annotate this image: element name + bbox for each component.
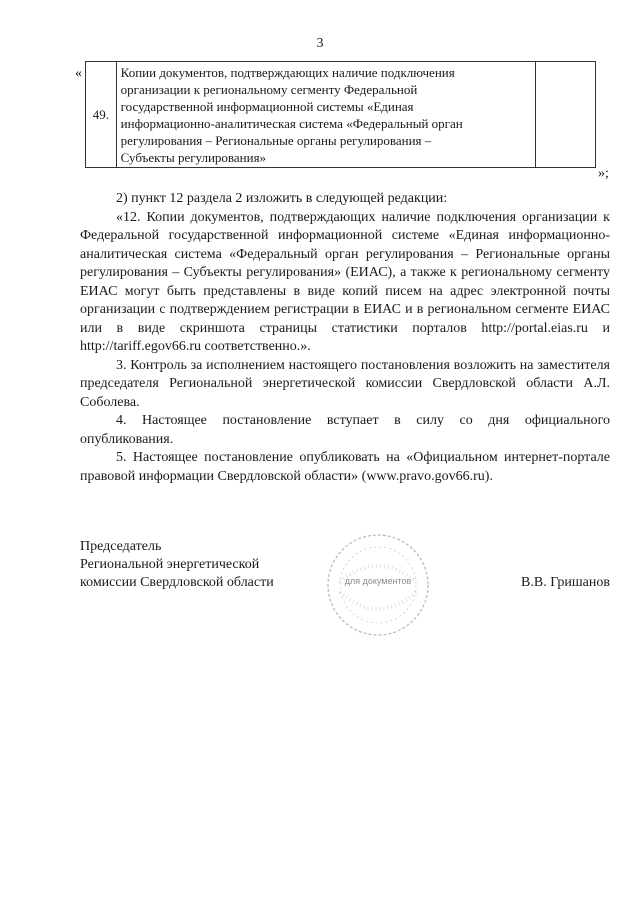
page-number: 3 [316,36,324,51]
row-text-line: государственной информационной системы «Единая [120,99,414,114]
row-text [116,62,536,168]
signer-title-line: комиссии Свердловской области [80,575,274,590]
paragraph-point-5: 5. Настоящее постановление опубликовать на «Официальном интернет-портале правовой информации Свердловской области» (www.pravo.gov66.ru). [80,450,610,484]
paragraph-point-3: 3. Контроль за исполнением настоящего постановления возложить на заместителя председателя Региональной энергетической комиссии Свердловской области А.Л. Соболева. [80,357,610,410]
row-text-line: Субъекты регулирования» [120,150,267,165]
row-number: 49. [86,62,117,168]
document-body [80,190,610,486]
paragraph-point-12: «12. Копии документов, подтверждающих наличие подключения организации к Федеральной государственной информационной системе «Единая информационно-аналитическая система «Федеральный орган регулирования – Региональные органы регулирования – Субъекты регулирования» (ЕИАС), а также к региональному сегменту ЕИАС могут быть представлены в виде копий писем на адрес электронной почты организации с подтверждением регистрации в ЕИАС и в региональном сегменте ЕИАС или в виде скриншота страницы статистики порталов http://portal.eias.ru и http://tariff.egov66.ru соответственно.». [80,209,610,354]
row-empty-cell [536,62,596,168]
paragraph-item-2: 2) пункт 12 раздела 2 изложить в следующей редакции: [116,191,448,206]
table-close-quote: »; [598,166,609,181]
table-open-quote: « [75,66,82,81]
row-text-line: регулирования – Региональные органы регулирования – [120,133,432,148]
row-text-line: Копии документов, подтверждающих наличие подключения [120,65,455,80]
signer-name: В.В. Гришанов [521,575,610,590]
row-text-line: организации к региональному сегменту Федеральной [120,82,418,97]
stamp-text: для документов [344,576,412,586]
signer-title-line: Региональной энергетической [80,557,260,572]
paragraph-point-4: 4. Настоящее постановление вступает в силу со дня официального опубликования. [80,413,610,447]
stamp-seal [318,530,438,640]
table-row [86,62,596,168]
signer-title-line: Председатель [80,539,162,554]
amendment-table [85,61,596,168]
row-text-line: информационно-аналитическая система «Федеральный орган [120,116,463,131]
